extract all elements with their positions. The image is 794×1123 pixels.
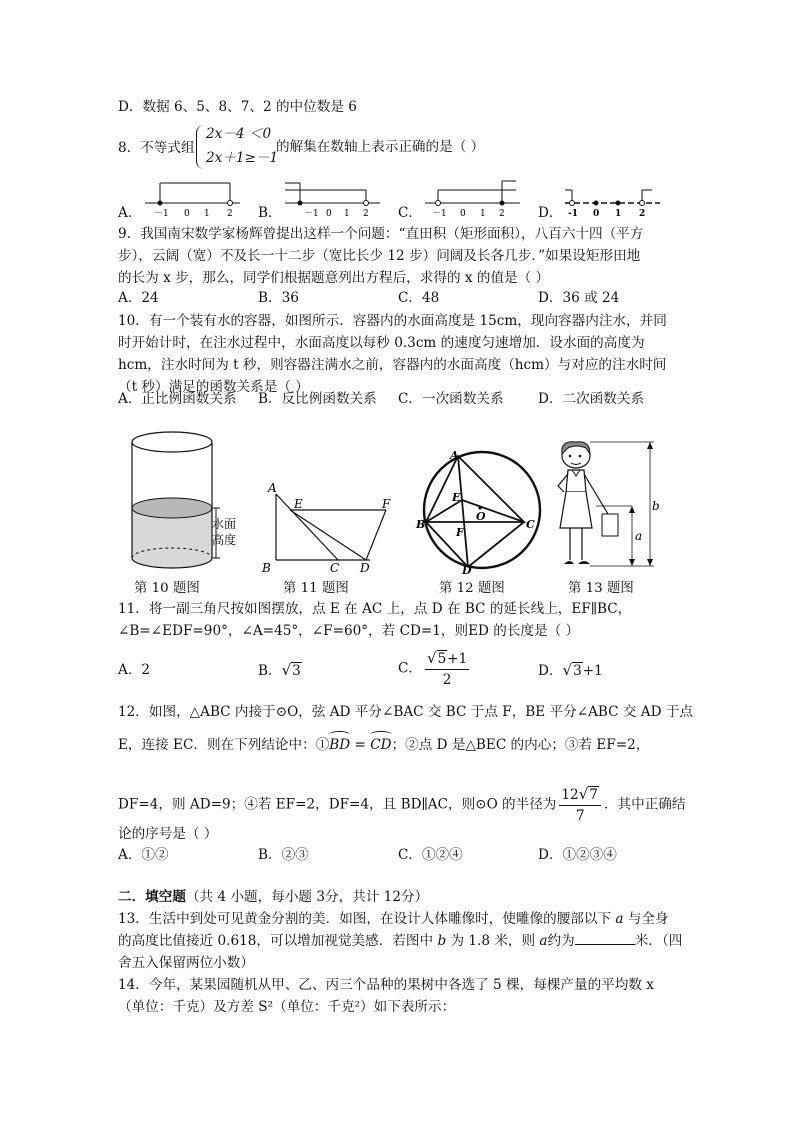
number-line-a <box>140 178 250 220</box>
point-label: E <box>294 497 303 511</box>
figure-10-caption: 第 10 题图 <box>134 581 200 596</box>
point-label: F <box>382 497 391 511</box>
q13-line-1: 13．生活中到处可见黄金分割的美．如图，在设计人体雕像时，使雕像的腰部以下 a 与全身 <box>118 911 669 927</box>
q11-option-a: A．2 <box>118 662 151 678</box>
q9-line-3: 的长为 x 步，那么，同学们根据题意列出方程后，求得的 x 的值是（ ） <box>118 270 550 286</box>
q10-line-4: （t 秒）满足的函数关系是（ ） <box>118 379 309 395</box>
q8-option-b-label: B． <box>258 205 282 221</box>
q14-line-2: （单位：千克）及方差 S²（单位：千克²）如下表所示： <box>118 999 456 1015</box>
text: ；②点 D 是△BEC 的内心；③若 EF=2， <box>391 737 650 753</box>
q9-option-d: D．36 或 24 <box>538 290 620 306</box>
q12-option-c: C．①②④ <box>398 847 463 863</box>
tick-label: 2 <box>639 209 646 219</box>
radicand: 3 <box>292 663 301 679</box>
q9-line-2: 步），云阔（宽）不及长一十二步（宽比长少 12 步）问阔及长各几步．”如果设矩形田地 <box>118 248 641 264</box>
q10-option-c: C．一次函数关系 <box>398 391 504 407</box>
radicand: 3 <box>573 663 582 679</box>
q10-line-3: hcm，注水时间为 t 秒，则容器注满水之前，容器内的水面高度（hcm）与对应的注水时间 <box>118 357 667 373</box>
var-b: b <box>437 933 447 949</box>
q11-option-c <box>398 648 472 690</box>
tick-label: 0 <box>326 209 332 219</box>
q8-inequality-2: 2x＋1≥－1 <box>206 150 279 166</box>
point-label: A <box>450 449 459 462</box>
point-label: E <box>452 491 461 504</box>
tick-label: －1 <box>154 209 169 219</box>
water-level-label-2: 高度 <box>212 533 237 547</box>
option-label: C． <box>398 660 422 677</box>
option-tail: +1 <box>582 663 603 679</box>
q10-option-a: A．正比例函数关系 <box>118 391 237 407</box>
q12-option-d: D．①②③④ <box>538 847 617 863</box>
q10-line-1: 10．有一个装有水的容器，如图所示．容器内的水面高度是 15cm，现向容器内注水，并同 <box>118 313 667 329</box>
arc-cd: CD <box>370 734 391 756</box>
point-label: C <box>330 561 340 574</box>
figure-12-caption: 第 12 题图 <box>439 581 505 596</box>
q8-option-a-label: A． <box>118 205 142 221</box>
tick-label: -1 <box>568 209 578 219</box>
tick-label: －1 <box>304 209 319 219</box>
var-a: a <box>615 911 624 927</box>
denominator: 2 <box>442 672 452 688</box>
q12-line-1: 12．如图，△ABC 内接于⊙O，弦 AD 平分∠BAC 交 BC 于点 F，BE 平分∠ABC 交 AD 于点 <box>118 704 694 720</box>
tick-label: 2 <box>499 209 505 219</box>
q8-option-d-label: D． <box>538 205 563 221</box>
radicand: 5 <box>437 651 447 667</box>
tick-label: 1 <box>615 209 622 219</box>
q9-line-1: 9．我国南宋数学家杨辉曾提出这样一个问题：“直田积（矩形面积），八百六十四（平方 <box>118 226 644 242</box>
q13-line-3: 舍五入保留两位小数） <box>118 955 254 971</box>
q8-inequality-1: 2x－4 ＜0 <box>206 126 272 142</box>
q12-option-a: A．①② <box>118 847 169 863</box>
tick-label: －1 <box>432 209 447 219</box>
q11-option-b: B．√3 <box>258 661 301 679</box>
figure-11-caption: 第 11 题图 <box>283 581 349 596</box>
q10-line-2: 时开始计时，在注水过程中，水面高度以每秒 0.3cm 的速度匀速增加．设水面的高度为 <box>118 335 645 351</box>
var-a: a <box>539 933 548 949</box>
point-label: B <box>262 561 271 574</box>
q10-option-b: B．反比例函数关系 <box>258 391 377 407</box>
q9-option-b: B．36 <box>258 290 299 306</box>
figure-10-cylinder <box>128 428 248 578</box>
tick-label: 0 <box>593 209 600 219</box>
text: ．其中正确结 <box>603 796 686 813</box>
q12-option-b: B．②③ <box>258 847 309 863</box>
numerator-tail: +1 <box>447 651 468 667</box>
q10-option-d: D．二次函数关系 <box>538 391 645 407</box>
q12-line-3 <box>118 784 686 826</box>
q7-option-d: D．数据 6、5、8、7、2 的中位数是 6 <box>118 99 357 115</box>
q9-option-a: A．24 <box>118 290 159 306</box>
number-line-c <box>420 178 530 220</box>
answer-blank <box>575 930 635 945</box>
figure-12-circle <box>414 446 550 576</box>
option-label: B． <box>258 663 282 679</box>
figure-11-triangles <box>258 478 408 574</box>
length-label-b: b <box>652 499 660 513</box>
q9-option-c: C．48 <box>398 290 440 306</box>
fraction: $\frac{√5+1}{2}$ <box>427 649 468 688</box>
tick-label: 2 <box>227 209 233 219</box>
q8-suffix: 的解集在数轴上表示正确的是（ ） <box>276 139 485 155</box>
q12-line-2 <box>118 734 649 756</box>
radius-fraction: $\frac{12√7}{7}$ <box>559 784 601 826</box>
q11-line-1: 11．将一副三角尺按如图摆放，点 E 在 AC 上，点 D 在 BC 的延长线上，EF∥BC， <box>118 601 632 617</box>
text: = <box>350 737 371 753</box>
option-label: D． <box>538 663 563 679</box>
point-label: C <box>526 518 535 531</box>
figure-13-caption: 第 13 题图 <box>568 581 634 596</box>
point-label: A <box>268 481 277 495</box>
q11-line-2: ∠B=∠EDF=90°，∠A=45°，∠F=60°，若 CD=1，则ED 的长度是（ ） <box>118 623 580 639</box>
figure-13-statue <box>546 436 666 574</box>
point-label: B <box>416 518 426 531</box>
text: E，连接 EC．则在下列结论中：① <box>118 737 330 753</box>
number-line-d <box>560 182 670 224</box>
number-line-b <box>280 178 390 220</box>
q8-option-c-label: C． <box>398 205 422 221</box>
q12-line-4: 论的序号是（ ） <box>118 826 218 842</box>
section-2-heading <box>118 886 428 908</box>
tick-label: 1 <box>204 209 210 219</box>
tick-label: 2 <box>363 209 369 219</box>
tick-label: 0 <box>460 209 466 219</box>
tick-label: 1 <box>480 209 486 219</box>
q11-option-d: D．√3+1 <box>538 661 603 679</box>
tick-label: 1 <box>344 209 350 219</box>
point-label: D <box>462 564 472 576</box>
point-label: O <box>476 510 486 523</box>
arc-bd: BD <box>329 734 350 756</box>
point-label: F <box>456 526 464 539</box>
text: DF=4，则 AD=9；④若 EF=2，DF=4，且 BD∥AC，则⊙O 的半径为 <box>118 796 557 813</box>
q8-prefix: 8．不等式组 <box>118 140 195 156</box>
point-label: D <box>360 561 370 574</box>
water-level-label: 水面 <box>212 517 237 531</box>
section-title: 二．填空题 <box>118 889 186 905</box>
length-label-a: a <box>635 529 643 543</box>
q14-line-1: 14．今年，某果园随机从甲、乙、丙三个品种的果树中各选了 5 棵，每棵产量的平均数 x <box>118 977 654 993</box>
tick-label: 0 <box>184 209 190 219</box>
section-desc: （共 4 小题，每小题 3分，共计 12分） <box>185 889 429 905</box>
q13-line-2: 的高度比值接近 0.618，可以增加视觉美感．若图中 b 为 1.8 米，则 a约为 米．（四 <box>118 930 682 952</box>
